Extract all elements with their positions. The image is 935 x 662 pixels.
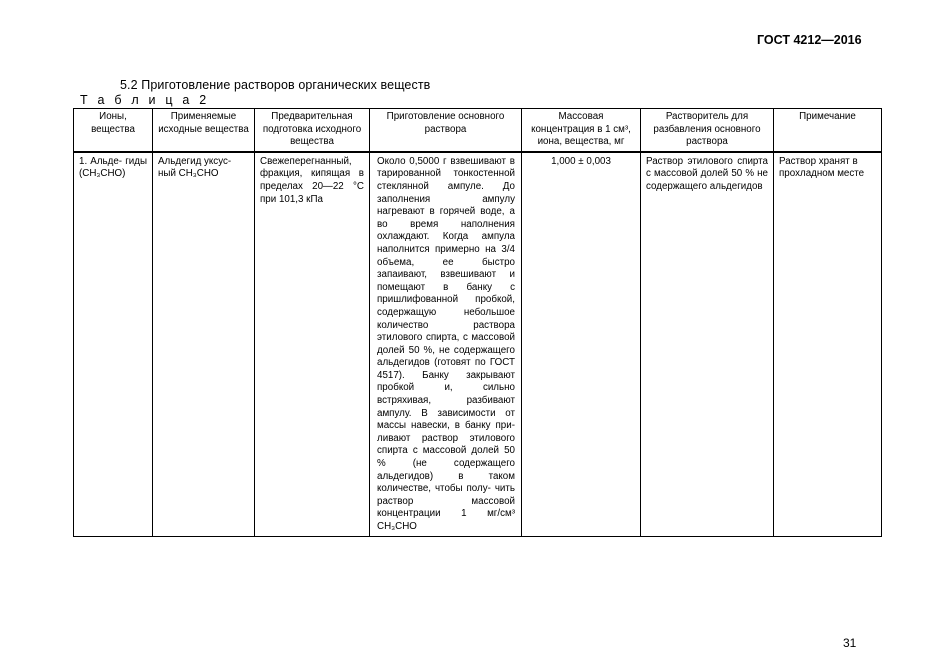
table-header-row bbox=[74, 109, 882, 152]
header-pretreatment: Предварительная подготовка исходного вещества bbox=[255, 109, 370, 152]
cell-note: Раствор хранят в прохладном месте bbox=[774, 152, 882, 536]
header-source-substances: Применяемые исходные вещества bbox=[153, 109, 255, 152]
cell-concentration: 1,000 ± 0,003 bbox=[522, 152, 641, 536]
cell-preparation: Около 0,5000 г взвешивают в тарированной тонкостенной стеклянной ампуле. До заполнения ампулу нагревают в горячей воде, а во время наполнения охлаждают. Когда ампула наполнится примерно на 3/4 объема, ее быстро запаивают, взвешивают и помещают в банку с пришлифованной пробкой, содержащую небольшое количество раствора этилового спирта, с массовой долей 50 %, не содержащего альдегидов (готовят по ГОСТ 4517). Банку закрывают пробкой и, сильно встряхивая, разбивают ампулу. В зависимости от массы навески, в банку при- ливают раствор этилового спирта с массовой долей 50 % (не содержащего альдегидов) в таком количестве, чтобы полу- чить раствор массовой концентрации 1 мг/см³ CH₃CHO bbox=[370, 152, 522, 536]
cell-ion: 1. Альде- гиды (CH₃CHO) bbox=[74, 152, 153, 536]
cell-pretreatment: Свежеперегнанный, фракция, кипящая в пределах 20—22 °С при 101,3 кПа bbox=[255, 152, 370, 536]
header-ions: Ионы, вещества bbox=[74, 109, 153, 152]
header-solvent: Растворитель для разбавления основного раствора bbox=[641, 109, 774, 152]
table-label: Т а б л и ц а 2 bbox=[80, 93, 210, 107]
document-standard-number: ГОСТ 4212—2016 bbox=[757, 33, 862, 47]
cell-solvent: Раствор этилового спирта с массовой долей 50 % не содержащего альдегидов bbox=[641, 152, 774, 536]
page-number: 31 bbox=[843, 636, 857, 650]
header-preparation: Приготовление основного раствора bbox=[370, 109, 522, 152]
section-title: 5.2 Приготовление растворов органических веществ bbox=[120, 78, 431, 92]
header-note: Примечание bbox=[774, 109, 882, 152]
table-row bbox=[74, 152, 882, 536]
header-concentration: Массовая концентрация в 1 см³, иона, вещества, мг bbox=[522, 109, 641, 152]
reagent-preparation-table bbox=[73, 108, 882, 537]
cell-source-substance: Альдегид уксус- ный CH₃CHO bbox=[153, 152, 255, 536]
